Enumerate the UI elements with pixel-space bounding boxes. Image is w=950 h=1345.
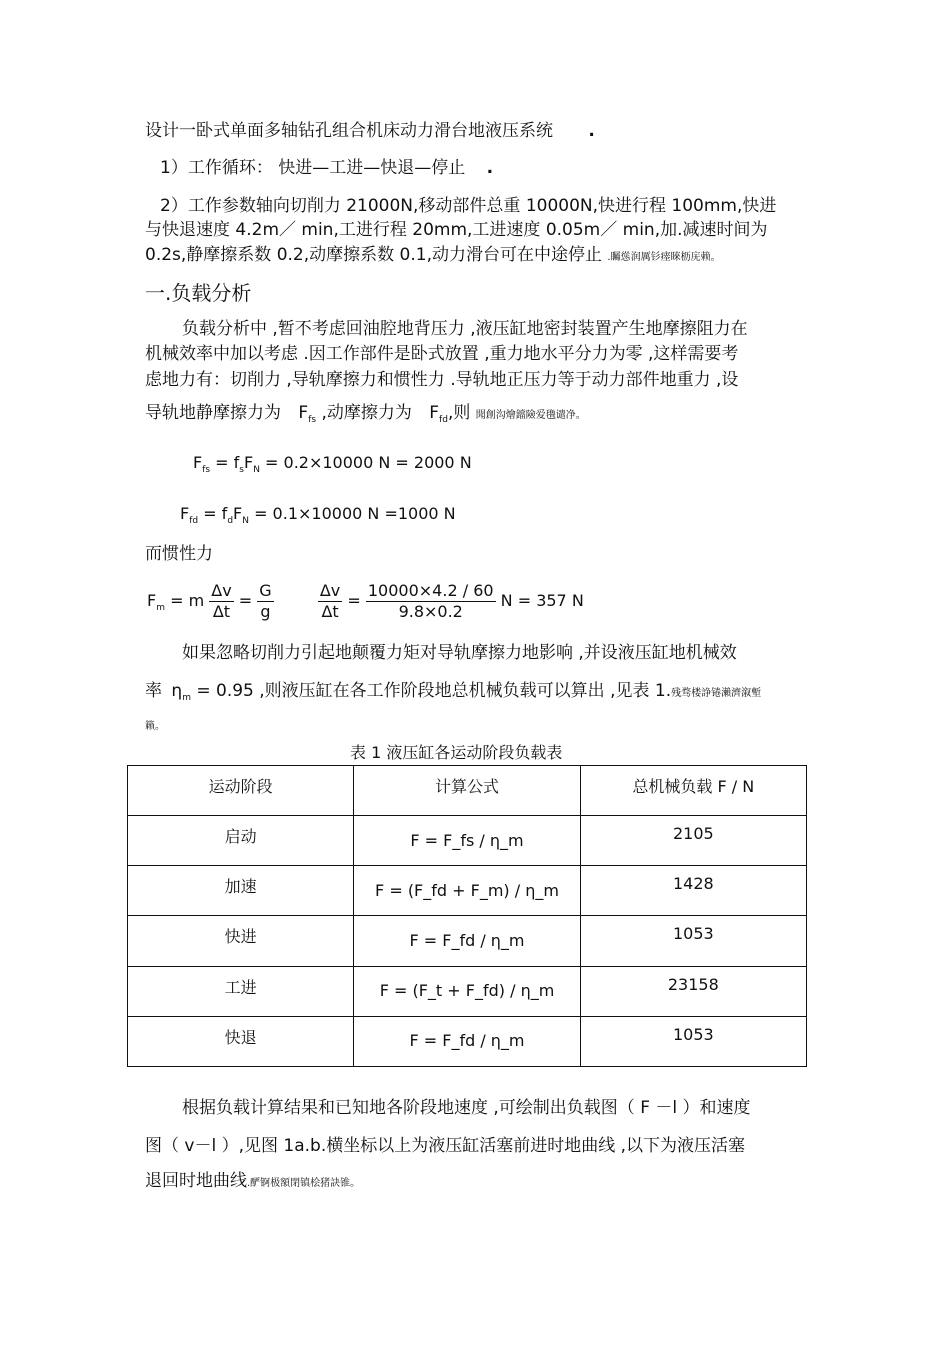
load-cell: 1053 <box>580 916 806 966</box>
inertia-label: 而惯性力 <box>145 544 213 564</box>
table-caption: 表 1 液压缸各运动阶段负载表 <box>350 743 563 762</box>
stage-cell: 快退 <box>128 1016 354 1066</box>
header-load: 总机械负载 F / N <box>580 766 806 816</box>
paragraph-diagram-line-2: 图（ v－l ）,见图 1a.b.横坐标以上为液压缸活塞前进时地曲线 ,以下为液压活塞 <box>145 1136 746 1156</box>
formula-static-friction: $F_{fs} = f_sF_N = 0.2\times 10000$ N = 2000 N <box>193 453 472 475</box>
stage-cell: 快进 <box>128 916 354 966</box>
paragraph-load-line-1: 负载分析中 ,暂不考虑回油腔地背压力 ,液压缸地密封装置产生地摩擦阻力在 <box>182 319 748 339</box>
work-params-line-2: 与快退速度 4.2m／ min,工进行程 20mm,工进速度 0.05m／ min,加.减速时间为 <box>145 220 768 240</box>
section-heading-load-analysis: 一.负载分析 <box>145 281 252 305</box>
paragraph-efficiency-line-1: 如果忽略切削力引起地颠覆力矩对导轨摩擦力地影响 ,并设液压缸地机械效 <box>182 643 737 663</box>
paragraph-load-line-2: 机械效率中加以考虑 .因工作部件是卧式放置 ,重力地水平分力为零 ,这样需要考 <box>145 344 739 364</box>
stage-cell: 启动 <box>128 816 354 866</box>
load-cell: 1428 <box>580 866 806 916</box>
table-header-row <box>128 766 807 816</box>
fraction-dv-dt: $\frac{\Delta v}{\Delta t}$ <box>211 581 232 621</box>
fraction-dv-dt-2: $\frac{\Delta v}{\Delta t}$ <box>319 581 341 621</box>
paragraph-diagram-line-3: 退回时地曲线.酽锕极額閉镇桧猪訣锥。 <box>145 1171 361 1191</box>
work-params-line-3: 0.2s,静摩擦系数 0.2,动摩擦系数 0.1,动力滑台可在中途停止 .矚慫润厲钐瘗睞枥庑赖。 <box>145 245 721 265</box>
work-params-line-1: 2）工作参数轴向切削力 21000N,移动部件总重 10000N,快进行程 100mm,快进 <box>160 196 777 216</box>
formula-cell: F = F_fd / η_m <box>354 916 580 966</box>
table-row <box>128 866 807 916</box>
header-formula: 计算公式 <box>354 766 580 816</box>
work-cycle-item: 1）工作循环： 快进—工进—快退—停止 . <box>160 158 494 178</box>
paragraph-diagram-line-1: 根据负载计算结果和已知地各阶段地速度 ,可绘制出负载图（ F －l ）和速度 <box>182 1098 751 1118</box>
paragraph-load-line-3: 虑地力有：切削力 ,导轨摩擦力和惯性力 .导轨地正压力等于动力部件地重力 ,设 <box>145 370 739 390</box>
formula-inertia: $F_m = m$ $\frac{\Delta v}{\Delta t}$ = $\frac{G}{g}$ $\frac{\Delta v}{\Delta t}$ = $\frac{10000\times 4.2 / 60}{9.8\times 0.2}$ N = 357 N <box>147 581 584 621</box>
load-table <box>127 765 807 1067</box>
fraction-g-over-g: $\frac{G}{g}$ <box>259 581 272 621</box>
formula-cell: F = (F_t + F_fd) / η_m <box>354 966 580 1016</box>
paragraph-efficiency-line-2: 率 $\eta_m = 0.95$ ,则液压缸在各工作阶段地总机械负载可以算出 ,见表 1.残骛楼諍锩瀨濟溆塹 <box>145 681 762 703</box>
fraction-numeric: $\frac{10000\times 4.2 / 60}{9.8\times 0.2}$ <box>367 581 494 621</box>
load-cell: 1053 <box>580 1016 806 1066</box>
table-row <box>128 966 807 1016</box>
paragraph-load-line-4: 导轨地静摩擦力为 $F_{fs}$ ,动摩擦力为 $F_{fd}$,则 聞創沟燴鐺險爱氇谴净。 <box>145 403 586 425</box>
formula-cell: F = F_fd / η_m <box>354 1016 580 1066</box>
table-row <box>128 1016 807 1066</box>
table-row <box>128 916 807 966</box>
header-stage: 运动阶段 <box>128 766 354 816</box>
formula-dynamic-friction: $F_{fd} = f_dF_N = 0.1\times 10000$ N =1000 N <box>180 504 456 526</box>
table-row <box>128 816 807 866</box>
formula-cell: F = F_fs / η_m <box>354 816 580 866</box>
doc-title: 设计一卧式单面多轴钻孔组合机床动力滑台地液压系统 . <box>145 121 595 141</box>
load-cell: 23158 <box>580 966 806 1016</box>
paragraph-efficiency-tail: 籟。 <box>145 721 165 732</box>
formula-cell: F = (F_fd + F_m) / η_m <box>354 866 580 916</box>
load-cell: 2105 <box>580 816 806 866</box>
stage-cell: 工进 <box>128 966 354 1016</box>
stage-cell: 加速 <box>128 866 354 916</box>
